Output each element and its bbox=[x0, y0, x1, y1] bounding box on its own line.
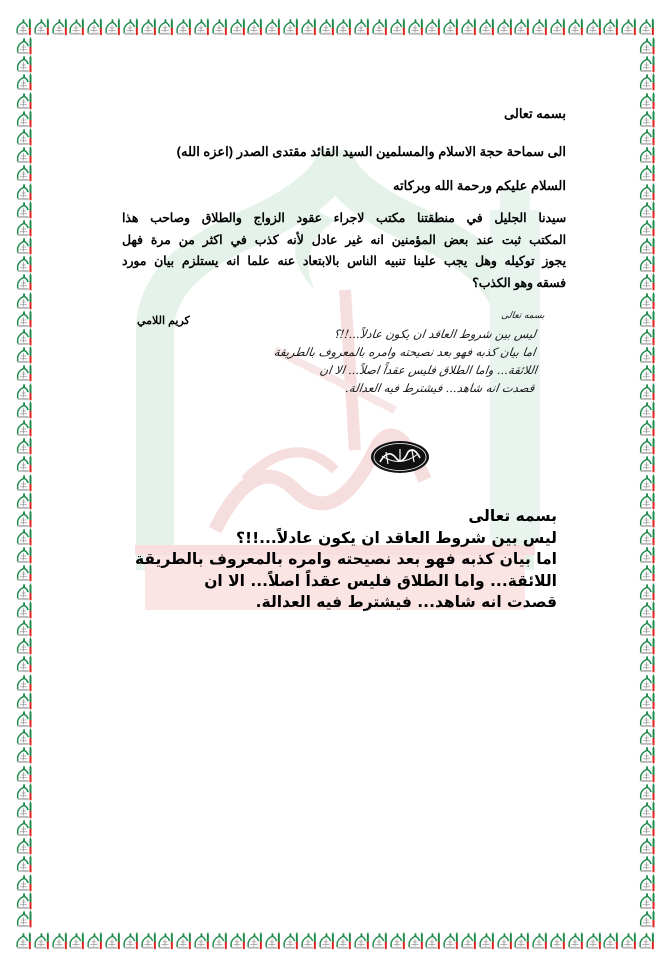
mosque-dome-icon bbox=[15, 146, 34, 164]
mosque-dome-icon bbox=[638, 364, 657, 382]
greeting-line: السلام عليكم ورحمة الله وبركاته bbox=[393, 178, 566, 193]
mosque-dome-icon bbox=[407, 932, 425, 950]
mosque-dome-icon bbox=[15, 273, 34, 291]
mosque-dome-icon bbox=[122, 18, 140, 36]
sender-name: كريم اللامي bbox=[137, 315, 190, 327]
mosque-dome-icon bbox=[549, 18, 567, 36]
typed-answer-line: قصدت انه شاهد... فيشترط فيه العدالة. bbox=[255, 593, 557, 612]
mosque-dome-icon bbox=[300, 932, 318, 950]
mosque-dome-icon bbox=[638, 655, 657, 673]
mosque-dome-icon bbox=[638, 637, 657, 655]
mosque-dome-icon bbox=[15, 346, 34, 364]
mosque-dome-icon bbox=[353, 932, 371, 950]
mosque-dome-icon bbox=[51, 932, 69, 950]
mosque-dome-icon bbox=[15, 801, 34, 819]
mosque-dome-icon bbox=[478, 932, 496, 950]
mosque-dome-icon bbox=[68, 18, 86, 36]
mosque-dome-icon bbox=[318, 18, 336, 36]
mosque-dome-icon bbox=[335, 18, 353, 36]
mosque-dome-icon bbox=[15, 110, 34, 128]
mosque-dome-icon bbox=[638, 73, 657, 91]
mosque-dome-icon bbox=[638, 164, 657, 182]
mosque-dome-icon bbox=[15, 219, 34, 237]
mosque-dome-icon bbox=[33, 18, 51, 36]
mosque-dome-icon bbox=[282, 932, 300, 950]
mosque-dome-icon bbox=[638, 510, 657, 528]
mosque-dome-icon bbox=[638, 619, 657, 637]
mosque-dome-icon bbox=[620, 18, 638, 36]
mosque-dome-icon bbox=[638, 492, 657, 510]
mosque-dome-icon bbox=[246, 18, 264, 36]
mosque-dome-icon bbox=[15, 874, 34, 892]
mosque-dome-icon bbox=[15, 292, 34, 310]
mosque-dome-icon bbox=[585, 18, 603, 36]
mosque-dome-icon bbox=[371, 932, 389, 950]
mosque-dome-icon bbox=[15, 474, 34, 492]
mosque-dome-icon bbox=[638, 128, 657, 146]
mosque-dome-icon bbox=[193, 932, 211, 950]
mosque-dome-icon bbox=[638, 765, 657, 783]
mosque-dome-icon bbox=[602, 932, 620, 950]
mosque-dome-icon bbox=[15, 437, 34, 455]
mosque-dome-icon bbox=[424, 18, 442, 36]
mosque-dome-icon bbox=[442, 18, 460, 36]
mosque-dome-icon bbox=[638, 346, 657, 364]
mosque-dome-icon bbox=[638, 837, 657, 855]
mosque-dome-icon bbox=[15, 674, 34, 692]
mosque-dome-icon bbox=[620, 932, 638, 950]
mosque-dome-icon bbox=[371, 18, 389, 36]
mosque-dome-icon bbox=[460, 18, 478, 36]
mosque-dome-icon bbox=[15, 892, 34, 910]
mosque-dome-icon bbox=[15, 255, 34, 273]
mosque-dome-icon bbox=[638, 201, 657, 219]
mosque-dome-icon bbox=[15, 73, 34, 91]
mosque-dome-icon bbox=[15, 237, 34, 255]
question-line: فسقه وهو الكذب؟ bbox=[472, 275, 566, 290]
mosque-dome-icon bbox=[638, 932, 656, 950]
mosque-dome-icon bbox=[104, 18, 122, 36]
mosque-dome-icon bbox=[478, 18, 496, 36]
mosque-dome-icon bbox=[157, 18, 175, 36]
mosque-dome-icon bbox=[33, 932, 51, 950]
typed-answer-line: اما بيان كذبه فهو بعد نصيحته وامره بالمعروف بالطريقة bbox=[134, 550, 557, 569]
mosque-dome-icon bbox=[175, 932, 193, 950]
mosque-dome-icon bbox=[15, 728, 34, 746]
mosque-dome-icon bbox=[353, 18, 371, 36]
mosque-dome-icon bbox=[638, 564, 657, 582]
mosque-dome-icon bbox=[15, 855, 34, 873]
mosque-dome-icon bbox=[638, 746, 657, 764]
mosque-dome-icon bbox=[157, 932, 175, 950]
mosque-dome-icon bbox=[140, 932, 158, 950]
mosque-dome-icon bbox=[15, 383, 34, 401]
mosque-dome-icon bbox=[15, 583, 34, 601]
mosque-dome-icon bbox=[638, 728, 657, 746]
mosque-dome-icon bbox=[15, 837, 34, 855]
mosque-dome-icon bbox=[15, 655, 34, 673]
mosque-dome-icon bbox=[638, 455, 657, 473]
mosque-dome-icon bbox=[513, 18, 531, 36]
mosque-dome-icon bbox=[638, 892, 657, 910]
mosque-dome-icon bbox=[68, 932, 86, 950]
mosque-dome-icon bbox=[318, 932, 336, 950]
mosque-dome-icon bbox=[638, 546, 657, 564]
mosque-dome-icon bbox=[531, 18, 549, 36]
mosque-dome-icon bbox=[638, 874, 657, 892]
mosque-dome-icon bbox=[51, 18, 69, 36]
mosque-dome-icon bbox=[15, 310, 34, 328]
mosque-dome-icon bbox=[638, 474, 657, 492]
mosque-dome-icon bbox=[407, 18, 425, 36]
mosque-dome-icon bbox=[15, 55, 34, 73]
mosque-dome-icon bbox=[638, 783, 657, 801]
mosque-dome-icon bbox=[229, 932, 247, 950]
mosque-dome-icon bbox=[389, 932, 407, 950]
mosque-dome-icon bbox=[282, 18, 300, 36]
mosque-dome-icon bbox=[638, 219, 657, 237]
mosque-dome-icon bbox=[638, 273, 657, 291]
mosque-dome-icon bbox=[86, 18, 104, 36]
mosque-dome-icon bbox=[264, 18, 282, 36]
mosque-dome-icon bbox=[15, 601, 34, 619]
mosque-dome-icon bbox=[638, 383, 657, 401]
addressee-line: الى سماحة حجة الاسلام والمسلمين السيد القائد مقتدى الصدر (اعزه الله) bbox=[176, 144, 566, 159]
mosque-dome-icon bbox=[638, 801, 657, 819]
mosque-dome-icon bbox=[193, 18, 211, 36]
border-bottom bbox=[15, 932, 656, 952]
mosque-dome-icon bbox=[15, 710, 34, 728]
border-left bbox=[15, 37, 34, 928]
mosque-dome-icon bbox=[15, 546, 34, 564]
mosque-dome-icon bbox=[15, 819, 34, 837]
mosque-dome-icon bbox=[15, 783, 34, 801]
handwritten-answer bbox=[268, 307, 546, 397]
mosque-dome-icon bbox=[86, 932, 104, 950]
mosque-dome-icon bbox=[15, 510, 34, 528]
mosque-dome-icon bbox=[496, 18, 514, 36]
mosque-dome-icon bbox=[15, 492, 34, 510]
question-line: يجوز توكيله وهل يجب علينا تنبيه الناس بالابتعاد عنه علما انه يستلزم بيان مورد bbox=[122, 254, 566, 269]
mosque-dome-icon bbox=[264, 932, 282, 950]
mosque-dome-icon bbox=[496, 932, 514, 950]
mosque-dome-icon bbox=[567, 932, 585, 950]
mosque-dome-icon bbox=[15, 164, 34, 182]
mosque-dome-icon bbox=[638, 419, 657, 437]
mosque-dome-icon bbox=[638, 710, 657, 728]
mosque-dome-icon bbox=[211, 932, 229, 950]
mosque-dome-icon bbox=[638, 110, 657, 128]
mosque-dome-icon bbox=[246, 932, 264, 950]
mosque-dome-icon bbox=[15, 765, 34, 783]
mosque-dome-icon bbox=[229, 18, 247, 36]
mosque-dome-icon bbox=[15, 455, 34, 473]
mosque-dome-icon bbox=[15, 419, 34, 437]
mosque-dome-icon bbox=[15, 564, 34, 582]
typed-answer bbox=[135, 506, 557, 614]
mosque-dome-icon bbox=[638, 328, 657, 346]
question-line: سيدنا الجليل في منطقتنا مكتب لاجراء عقود الزواج والطلاق وصاحب هذا bbox=[122, 211, 566, 225]
mosque-dome-icon bbox=[638, 55, 657, 73]
mosque-dome-icon bbox=[389, 18, 407, 36]
mosque-dome-icon bbox=[300, 18, 318, 36]
mosque-dome-icon bbox=[15, 528, 34, 546]
mosque-dome-icon bbox=[638, 92, 657, 110]
mosque-dome-icon bbox=[15, 37, 34, 55]
mosque-dome-icon bbox=[335, 932, 353, 950]
mosque-dome-icon bbox=[15, 746, 34, 764]
mosque-dome-icon bbox=[638, 310, 657, 328]
mosque-dome-icon bbox=[442, 932, 460, 950]
mosque-dome-icon bbox=[638, 583, 657, 601]
mosque-dome-icon bbox=[15, 201, 34, 219]
mosque-dome-icon bbox=[15, 128, 34, 146]
mosque-dome-icon bbox=[638, 183, 657, 201]
mosque-dome-icon bbox=[585, 932, 603, 950]
mosque-dome-icon bbox=[638, 601, 657, 619]
mosque-dome-icon bbox=[549, 932, 567, 950]
border-right bbox=[638, 37, 657, 928]
border-top bbox=[15, 18, 656, 38]
mosque-dome-icon bbox=[15, 910, 34, 928]
mosque-dome-icon bbox=[602, 18, 620, 36]
typed-answer-line: اللائقة... واما الطلاق فليس عقداً اصلاً... الا ان bbox=[204, 571, 557, 590]
mosque-dome-icon bbox=[638, 692, 657, 710]
mosque-dome-icon bbox=[638, 819, 657, 837]
mosque-dome-icon bbox=[175, 18, 193, 36]
mosque-dome-icon bbox=[15, 619, 34, 637]
mosque-dome-icon bbox=[15, 18, 33, 36]
handwritten-line: ليس بين شروط العاقد ان يكون عادلاً...!!؟ bbox=[333, 327, 538, 341]
handwritten-line: اما بيان كذبه فهو بعد نصيحته وامره بالمعروف بالطريقة bbox=[273, 345, 537, 359]
basmala-heading: بسمه تعالى bbox=[504, 106, 566, 121]
mosque-dome-icon bbox=[15, 692, 34, 710]
mosque-dome-icon bbox=[122, 932, 140, 950]
mosque-dome-icon bbox=[15, 932, 33, 950]
mosque-dome-icon bbox=[638, 37, 657, 55]
mosque-dome-icon bbox=[513, 932, 531, 950]
question-line: المكتب ثبت عند بعض المؤمنين انه غير عادل لأنه كذب في اكثر من مرة فهل bbox=[122, 232, 566, 247]
mosque-dome-icon bbox=[15, 92, 34, 110]
mosque-dome-icon bbox=[638, 528, 657, 546]
handwritten-line: بسمه تعالى bbox=[501, 311, 546, 321]
mosque-dome-icon bbox=[638, 674, 657, 692]
seal-stamp-icon bbox=[370, 440, 430, 474]
mosque-dome-icon bbox=[104, 932, 122, 950]
mosque-dome-icon bbox=[15, 364, 34, 382]
mosque-dome-icon bbox=[567, 18, 585, 36]
mosque-dome-icon bbox=[638, 146, 657, 164]
handwritten-line: قصدت انه شاهد... فيشترط فيه العدالة. bbox=[344, 381, 536, 395]
typed-answer-line: ليس بين شروط العاقد ان يكون عادلاً...!!؟ bbox=[236, 528, 557, 547]
mosque-dome-icon bbox=[638, 401, 657, 419]
handwritten-line: اللائقة... واما الطلاق فليس عقداً اصلاً... الا ان bbox=[319, 363, 539, 377]
mosque-dome-icon bbox=[531, 932, 549, 950]
mosque-dome-icon bbox=[638, 18, 656, 36]
mosque-dome-icon bbox=[638, 437, 657, 455]
mosque-dome-icon bbox=[15, 401, 34, 419]
mosque-dome-icon bbox=[140, 18, 158, 36]
mosque-dome-icon bbox=[638, 255, 657, 273]
mosque-dome-icon bbox=[211, 18, 229, 36]
mosque-dome-icon bbox=[15, 183, 34, 201]
question-paragraph bbox=[122, 208, 566, 294]
typed-answer-line: بسمه تعالى bbox=[468, 507, 557, 525]
mosque-dome-icon bbox=[460, 932, 478, 950]
mosque-dome-icon bbox=[638, 292, 657, 310]
mosque-dome-icon bbox=[424, 932, 442, 950]
mosque-dome-icon bbox=[15, 328, 34, 346]
mosque-dome-icon bbox=[638, 237, 657, 255]
mosque-dome-icon bbox=[638, 855, 657, 873]
mosque-dome-icon bbox=[15, 637, 34, 655]
mosque-dome-icon bbox=[638, 910, 657, 928]
